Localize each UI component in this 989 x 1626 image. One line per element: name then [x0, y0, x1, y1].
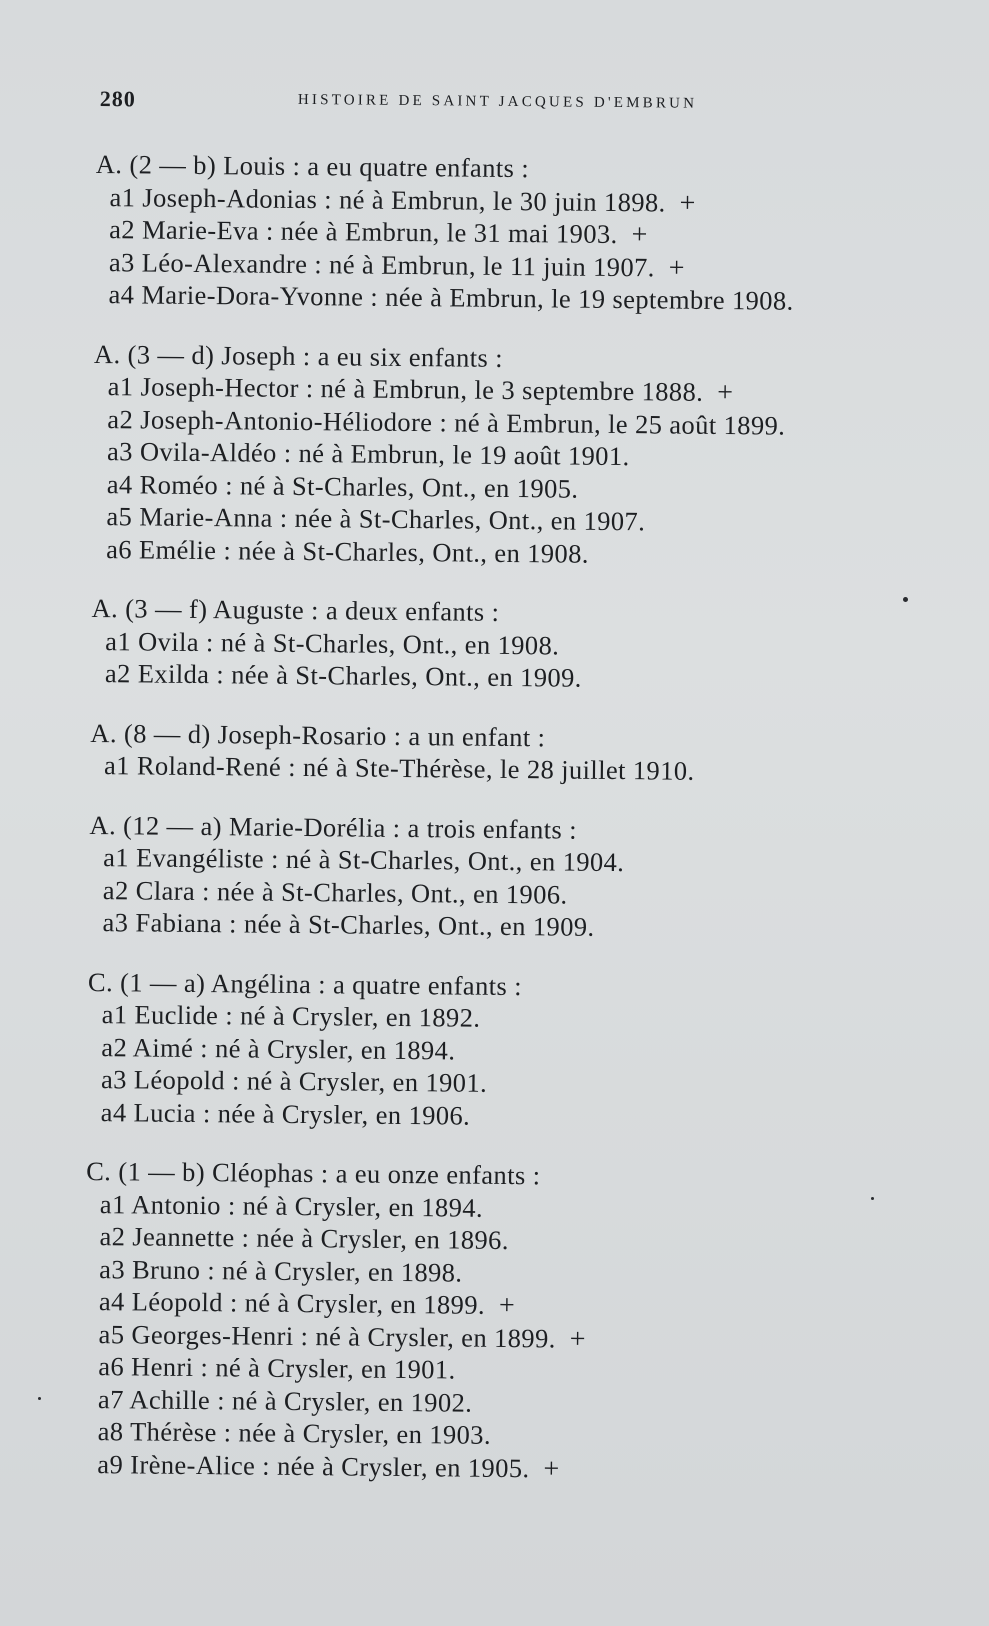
child-entry-text: a1 Antonio : né à Crysler, en 1894. [99, 1188, 484, 1223]
child-entry-text: a1 Evangéliste : né à St-Charles, Ont., en 1904. [103, 842, 625, 878]
deceased-cross-mark: + [569, 1323, 587, 1355]
family-section [94, 148, 936, 319]
child-entry-text: a1 Ovila : né à St-Charles, Ont., en 1908. [105, 625, 560, 660]
child-entry-text: a1 Roland-René : né à Ste-Thérèse, le 28 juillet 1910. [103, 750, 695, 786]
child-entry-text: a3 Léo-Alexandre : né à Embrun, le 11 juin 1907. [108, 246, 655, 282]
deceased-cross-mark: + [543, 1452, 560, 1485]
child-entry-text: a2 Clara : née à St-Charles, Ont., en 1906. [102, 874, 568, 910]
child-entry-text: a6 Emélie : née à St-Charles, Ont., en 1908. [106, 533, 589, 569]
family-section [90, 716, 931, 789]
child-entry [91, 657, 931, 698]
running-head: HISTOIRE DE SAINT JACQUES D'EMBRUN [297, 91, 698, 112]
page-number: 280 [99, 86, 136, 112]
family-section [83, 1155, 926, 1488]
family-heading: A. (3 — d) Joseph : a eu six enfants : [93, 338, 504, 373]
child-entry [90, 749, 930, 790]
print-speck [38, 1397, 41, 1400]
child-entry-text: a3 Ovila-Aldéo : né à Embrun, le 19 août 1901. [106, 436, 630, 472]
family-heading: A. (2 — b) Louis : a eu quatre enfants : [95, 148, 530, 184]
family-section [87, 965, 929, 1136]
genealogy-list [83, 148, 936, 1515]
child-entry-text: a4 Marie-Dora-Yvonne : née à Embrun, le 19 septembre 1908. [108, 279, 794, 316]
child-entry [87, 1095, 927, 1136]
family-section [91, 592, 932, 698]
family-section [88, 808, 929, 946]
child-entry-text: a2 Joseph-Antonio-Héliodore : né à Embrun, le 25 août 1899. [107, 403, 786, 441]
child-entry-text: a4 Lucia : née à Crysler, en 1906. [100, 1096, 471, 1131]
print-speck [871, 1197, 874, 1200]
child-entry-text: a1 Joseph-Hector : né à Embrun, le 3 septembre 1888. [107, 371, 704, 407]
child-entry-text: a1 Joseph-Adonias : né à Embrun, le 30 juin 1898. [109, 181, 666, 217]
child-entry [94, 278, 934, 319]
deceased-cross-mark: + [679, 187, 696, 219]
family-section [92, 337, 934, 573]
family-heading: C. (1 — b) Cléophas : a eu onze enfants : [86, 1155, 541, 1191]
family-heading: A. (3 — f) Auguste : a deux enfants : [91, 592, 500, 627]
deceased-cross-mark: + [498, 1289, 516, 1322]
child-entry-text: a3 Léopold : né à Crysler, en 1901. [100, 1064, 488, 1098]
print-speck [903, 597, 908, 602]
child-entry-text: a6 Henri : né à Crysler, en 1901. [98, 1351, 456, 1385]
child-entry-text: a8 Thérèse : née à Crysler, en 1903. [97, 1416, 492, 1450]
child-entry [83, 1447, 923, 1488]
child-entry-text: a7 Achille : né à Crysler, en 1902. [97, 1383, 473, 1418]
page-header [100, 86, 800, 123]
child-entry [88, 906, 928, 947]
child-entry-text: a2 Jeannette : née à Crysler, en 1896. [99, 1221, 509, 1256]
deceased-cross-mark: + [668, 252, 686, 284]
child-entry-text: a4 Roméo : né à St-Charles, Ont., en 1905. [106, 468, 579, 504]
child-entry-text: a4 Léopold : né à Crysler, en 1899. [98, 1286, 486, 1320]
deceased-cross-mark: + [631, 219, 648, 251]
child-entry-text: a3 Fabiana : née à St-Charles, Ont., en 1909. [102, 907, 595, 942]
child-entry-text: a5 Marie-Anna : née à St-Charles, Ont., en 1907. [106, 501, 646, 537]
child-entry-text: a3 Bruno : né à Crysler, en 1898. [99, 1253, 463, 1288]
child-entry [92, 532, 932, 573]
family-heading: C. (1 — a) Angélina : a quatre enfants : [87, 966, 523, 1001]
child-entry-text: a2 Marie-Eva : née à Embrun, le 31 mai 1903. [109, 214, 618, 250]
child-entry-text: a9 Irène-Alice : née à Crysler, en 1905. [97, 1448, 530, 1483]
child-entry-text: a5 Georges-Henri : né à Crysler, en 1899. [98, 1318, 556, 1353]
child-entry-text: a2 Aimé : né à Crysler, en 1894. [101, 1031, 456, 1065]
deceased-cross-mark: + [717, 376, 734, 409]
child-entry-text: a2 Exilda : née à St-Charles, Ont., en 1909. [104, 658, 582, 693]
family-heading: A. (8 — d) Joseph-Rosario : a un enfant : [90, 717, 546, 752]
child-entry-text: a1 Euclide : né à Crysler, en 1892. [101, 999, 481, 1033]
family-heading: A. (12 — a) Marie-Dorélia : a trois enfants : [89, 809, 578, 845]
